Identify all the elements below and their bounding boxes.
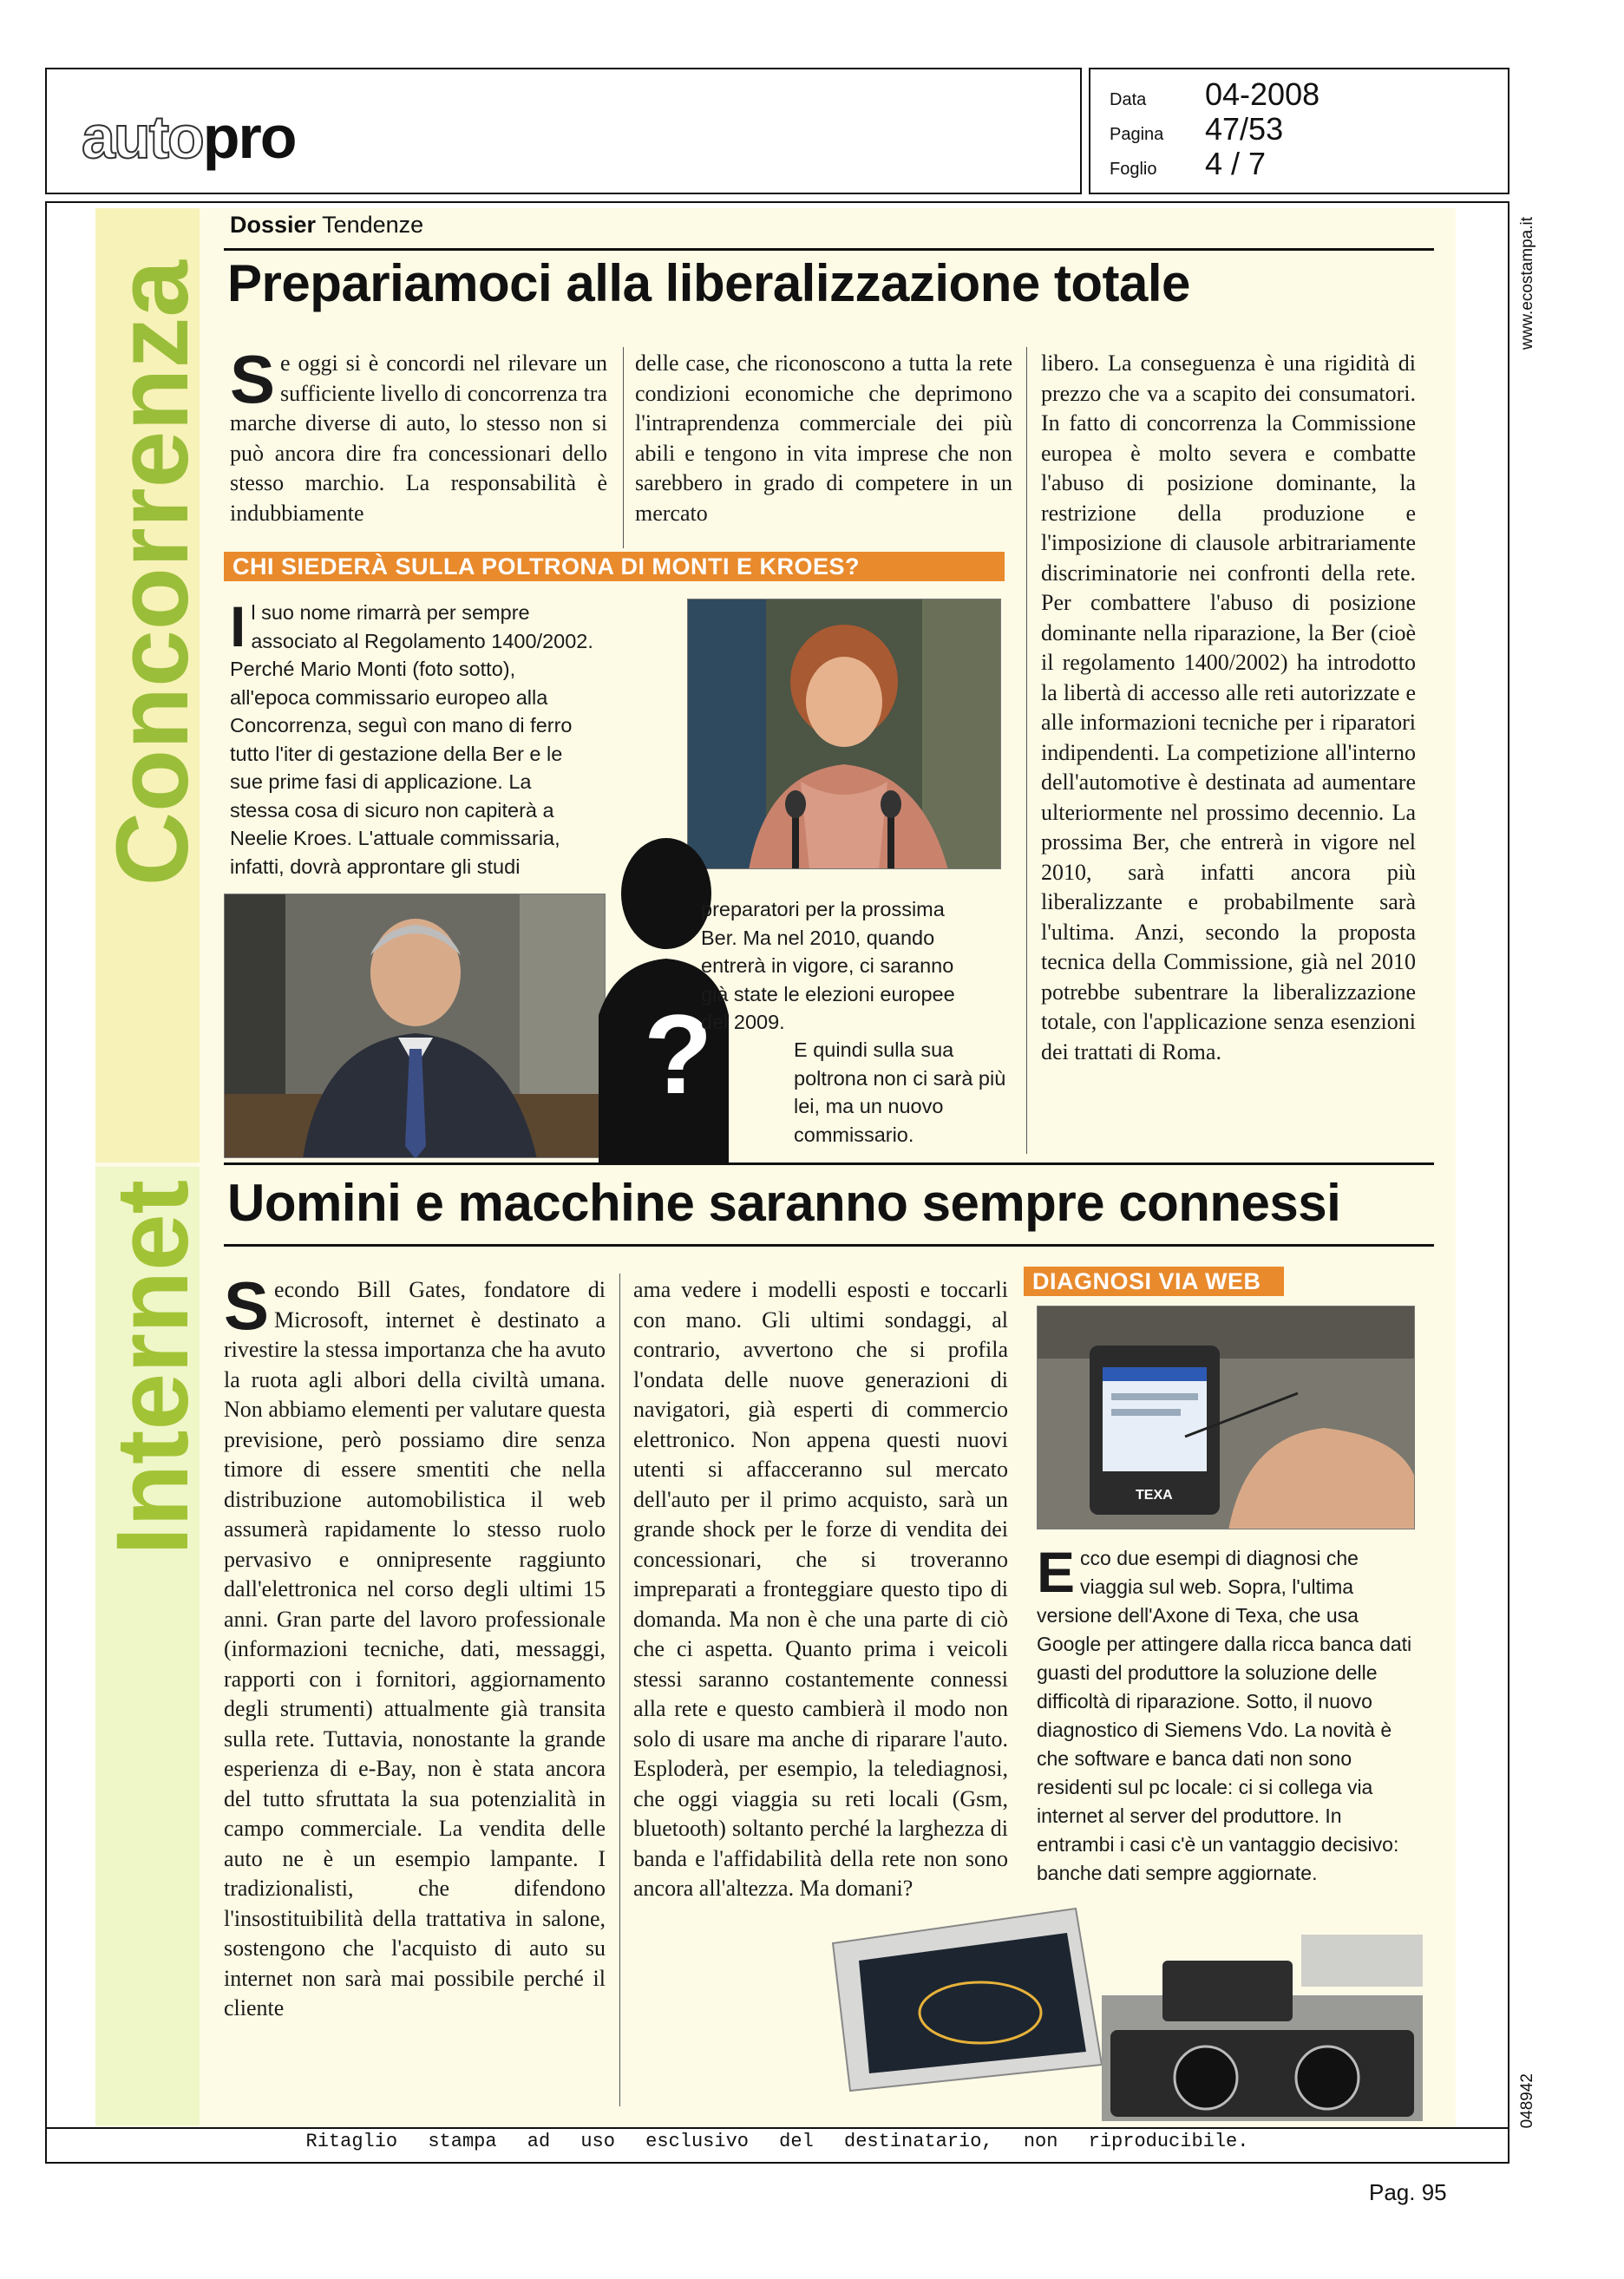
article2-col1: Secondo Bill Gates, fondatore di Microsoft, internet è destinato a rivestire la stessa importanza che ha avuto la ruota agli albori della civiltà umana. Non abbiamo elementi per valutare questa previsione, però possiamo dire senza timore di essere smentiti che nella distribuzione automobilistica il web assumerà rapidamente lo stesso ruolo pervasivo e onnipresente raggiunto dall'elettronica nel corso degli ultimi 15 anni. Gran parte del lavoro professionale (informazioni tecniche, dati, messaggi, rapporti con i fornitori, aggiornamento degli strumenti) attualmente già transita sulla rete. Tuttavia, nonostante la grande esperienza di e-Bay, non è stata ancora del tutto sfruttata la sua potenzialità in campo commerciale. La vendita delle auto ne è un esempio lampante. I tradizionalisti, che difendono l'insostituibilità della trattativa in salone, sostengono che l'acquisto di auto su internet non sarà mai possibile perché il cliente bbox=[224, 1267, 606, 2020]
box-title-monti-kroes: CHI SIEDERÀ SULLA POLTRONA DI MONTI E KROES? bbox=[224, 552, 1005, 581]
sheet-value: 4 / 7 bbox=[1205, 146, 1267, 181]
sheet-row: Foglio 4 / 7 bbox=[1110, 146, 1267, 181]
page-value: 47/53 bbox=[1205, 111, 1284, 147]
vertical-label-concorrenza: Concorrenza bbox=[95, 260, 210, 887]
article1-col1: Se oggi si è concordi nel rilevare un sufficiente livello di concorrenza tra marche diverse di auto, lo stesso non si può ancora dire fra concessionari dello stesso marchio. La responsabilità è indubbiamente bbox=[230, 341, 607, 526]
vertical-label-internet: Internet bbox=[95, 1180, 210, 1555]
photo-mario-monti bbox=[224, 894, 606, 1158]
article-separator bbox=[224, 1162, 1434, 1165]
kroes-portrait-illustration bbox=[688, 599, 1001, 869]
website-sidebar: www.ecostampa.it bbox=[1518, 217, 1536, 350]
box-title-diagnosi: DIAGNOSI VIA WEB bbox=[1024, 1267, 1284, 1296]
date-value: 04-2008 bbox=[1205, 76, 1320, 112]
article1-col2: delle case, che riconoscono a tutta la rete condizioni economiche che deprimono l'intraprendenza commerciale dei più abili e tengono in vita imprese che non sarebbero in grado di competere in un mercato bbox=[635, 350, 1012, 526]
autopro-logo: autopro bbox=[82, 103, 296, 171]
svg-text:?: ? bbox=[644, 991, 713, 1117]
box-text-commissioner: E quindi sulla sua poltrona non ci sarà più lei, ma un nuovo commissario. bbox=[794, 1038, 1006, 1146]
article2-title: Uomini e macchine saranno sempre connessi bbox=[227, 1174, 1341, 1232]
svg-text:TEXA: TEXA bbox=[1136, 1488, 1173, 1503]
page-row: Pagina 47/53 bbox=[1110, 111, 1284, 147]
photo-neelie-kroes bbox=[687, 599, 1001, 869]
clipping-disclaimer: Ritaglio stampa ad uso esclusivo del destinatario, non riproducibile. bbox=[305, 2131, 1249, 2152]
date-row: Data 04-2008 bbox=[1110, 76, 1320, 112]
laptop-diagnostic-illustration bbox=[815, 1891, 1423, 2121]
article1-title: Prepariamoci alla liberalizzazione totale bbox=[227, 254, 1190, 312]
masthead-box bbox=[45, 68, 1082, 194]
title-rule bbox=[224, 1244, 1434, 1247]
section-label: Dossier Tendenze bbox=[230, 212, 424, 238]
press-meta-box bbox=[1089, 68, 1509, 194]
box-text-monti: Il suo nome rimarrà per sempre associato al Regolamento 1400/2002. Perché Mario Monti (foto sotto), all'epoca commissario europeo alla Concorrenza, seguì con mano di ferro tutto l'iter di gestazione della Ber e le sue prime fasi di applicazione. La stessa cosa di sicuro non capiterà a Neelie Kroes. L'attuale commissaria, infatti, dovrà approntare gli studi bbox=[230, 594, 593, 878]
article1-col3: libero. La conseguenza è una rigidità di prezzo che va a scapito dei consumatori. In fatto di concorrenza la Commissione europea è molto severa e combatte l'abuso di posizione dominante, la restrizione della produzione e l'imposizione di clausole arbitrariamente discriminatorie nei confronti della rete. Per combattere l'abuso di posizione dominante nella riparazione, la Ber (cioè il regolamento 1400/2002) ha introdotto la libertà di accesso alle reti autorizzate e alle informazioni tecniche per i riparatori indipendenti. La competizione all'interno dell'automotive è destinata ad aumentare ulteriormente nel prossimo decennio. La prossima Ber, che entrerà in vigore nel 2010, sarà infatti ancora più liberalizzante e probabilmente sarà l'ultima. Anzi, secondo la proposta tecnica della Commissione, già nel 2010 potrebbe subentrare la liberalizzazione totale, con l'applicazione senza esenzioni dei trattati di Roma. bbox=[1041, 350, 1416, 1064]
footer-rule bbox=[45, 2127, 1509, 2129]
handheld-diagnostic-illustration bbox=[1038, 1306, 1415, 1529]
photo-texa-axone-device bbox=[1037, 1306, 1415, 1529]
page-number: Pag. 95 bbox=[1369, 2179, 1447, 2205]
photo-siemens-vdo-diagnostic bbox=[815, 1891, 1423, 2121]
column-divider bbox=[619, 1274, 620, 2106]
box-text-diagnosi: Ecco due esempi di diagnosi che viaggia sul web. Sopra, l'ultima versione dell'Axone di Texa, che usa Google per attingere dalla ricca banca dati guasti del produttore la soluzione delle difficoltà di riparazione. Sotto, il nuovo diagnostico di Siemens Vdo. La novità è che software e banca dati non sono residenti sul pc locale: ci si collega via internet al server del produttore. In entrambi i casi c'è un vantaggio decisivo: banche dati sempre aggiornate. bbox=[1037, 1540, 1412, 1884]
archive-code: 048942 bbox=[1518, 2073, 1536, 2129]
article2-col2: ama vedere i modelli esposti e toccarli con mano. Gli ultimi sondaggi, al contrario, avvertono che si profila l'ondata delle nuove generazioni di navigatori, già esperti di commercio elettronico. Non appena questi nuovi utenti si affacceranno sul mercato dell'auto per il primo acquisto, sarà un grande shock per le forze di vendita dei concessionari, che si troveranno impreparati a fronteggiare questo tipo di domanda. Ma non è che una parte di ciò che ci aspetta. Quanto prima i veicoli stessi saranno costantemente connessi alla rete e questo cambierà il modo non solo di usare ma anche di riparare l'auto. Esploderà, per esempio, la telediagnosi, che oggi viaggia su reti locali (Gsm, bluetooth) soltanto perché la larghezza di banda e l'affidabilità della rete non sono ancora all'altezza. Ma domani? bbox=[633, 1277, 1008, 1901]
title-rule bbox=[224, 248, 1434, 251]
column-divider bbox=[1026, 347, 1027, 1154]
column-divider bbox=[623, 347, 624, 548]
monti-portrait-illustration bbox=[225, 894, 606, 1158]
box-text-kroes: preparatori per la prossima Ber. Ma nel 2010, quando entrerà in vigore, ci saranno già state le elezioni europee del 2009. bbox=[701, 898, 955, 1033]
